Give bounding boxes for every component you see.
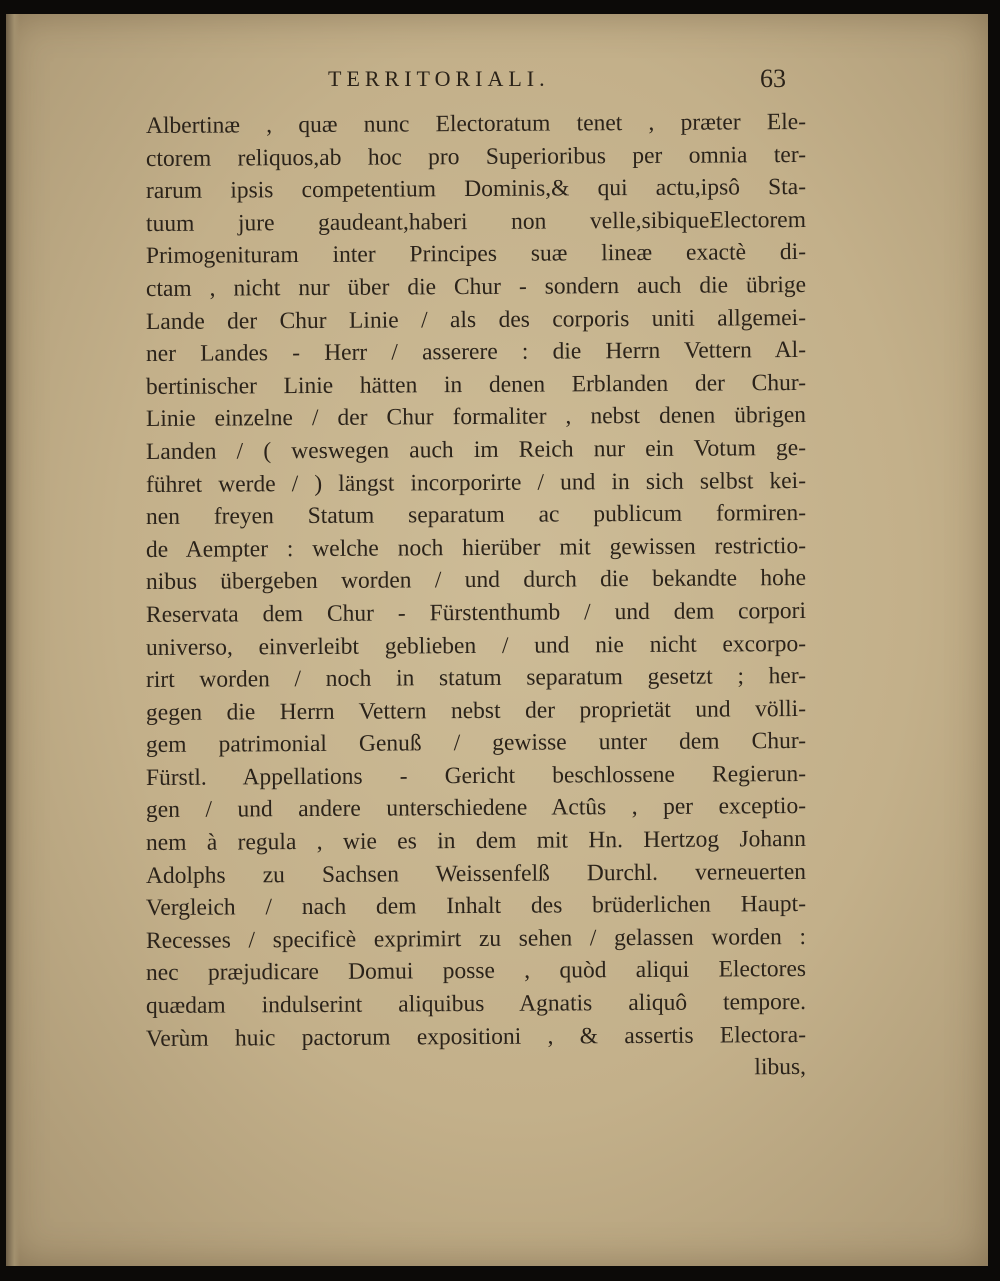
text-line: gegen die Herrn Vettern nebst der proprietät und völli- [145, 695, 807, 726]
text-line: quædam indulserint aliquibus Agnatis aliquô tempore. [145, 988, 807, 1020]
text-line: de Aempter : welche noch hierüber mit gewissen restrictio- [145, 532, 807, 563]
text-line: Vergleich / nach dem Inhalt des brüderlichen Haupt- [145, 891, 807, 922]
page-gutter-edge [6, 14, 20, 1266]
body-text [146, 110, 806, 1088]
text-line: Verùm huic pactorum expositioni , & assertis Electora- [145, 1021, 807, 1052]
text-line: nen freyen Statum separatum ac publicum formiren- [145, 500, 807, 531]
text-line: nibus übergeben worden / und durch die bekandte hohe [145, 565, 807, 596]
book-page [6, 14, 988, 1266]
text-line: Fürstl. Appellations - Gericht beschlossene Regierun- [145, 760, 807, 791]
text-line: libus, [754, 1054, 807, 1081]
text-line: ctorem reliquos,ab hoc pro Superioribus per omnia ter- [145, 141, 807, 172]
text-line: ner Landes - Herr / asserere : die Herrn Vettern Al- [145, 337, 807, 368]
text-line: nec præjudicare Domui posse , quòd aliqui Electores [145, 956, 807, 987]
text-line: Adolphs zu Sachsen Weissenfelß Durchl. verneuerten [145, 858, 807, 889]
text-line: rarum ipsis competentium Dominis,& qui actu,ipsô Sta- [145, 174, 807, 205]
text-line: Primogenituram inter Principes suæ lineæ exactè di- [145, 239, 807, 270]
text-line: ctam , nicht nur über die Chur - sondern auch die übrige [145, 271, 807, 302]
text-line: gen / und andere unterschiedene Actûs , per exceptio- [145, 793, 807, 824]
text-line: Lande der Chur Linie / als des corporis uniti allgemei- [145, 304, 807, 335]
text-line: gem patrimonial Genuß / gewisse unter dem Chur- [145, 728, 807, 759]
running-head: TERRITORIALI. [328, 66, 550, 91]
page-number: 63 [760, 64, 786, 93]
text-line: universo, einverleibt geblieben / und nie nicht excorpo- [145, 630, 807, 661]
text-line: bertinischer Linie hätten in denen Erblanden der Chur- [145, 369, 807, 400]
text-line: rirt worden / noch in statum separatum gesetzt ; her- [145, 663, 807, 694]
text-line: nem à regula , wie es in dem mit Hn. Hertzog Johann [145, 826, 807, 857]
text-line: Linie einzelne / der Chur formaliter , nebst denen übrigen [145, 402, 807, 433]
text-line: tuum jure gaudeant,haberi non velle,sibiqueElectorem [145, 206, 807, 237]
text-line: führet werde / ) längst incorporirte / und in sich selbst kei- [145, 467, 807, 498]
text-line: Albertinæ , quæ nunc Electoratum tenet , præter Ele- [145, 108, 807, 139]
text-line: Reservata dem Chur - Fürstenthumb / und dem corpori [145, 597, 807, 628]
text-line: Landen / ( weswegen auch im Reich nur ein Votum ge- [145, 434, 807, 465]
text-line: Recesses / specificè exprimirt zu sehen / gelassen worden : [145, 923, 807, 954]
